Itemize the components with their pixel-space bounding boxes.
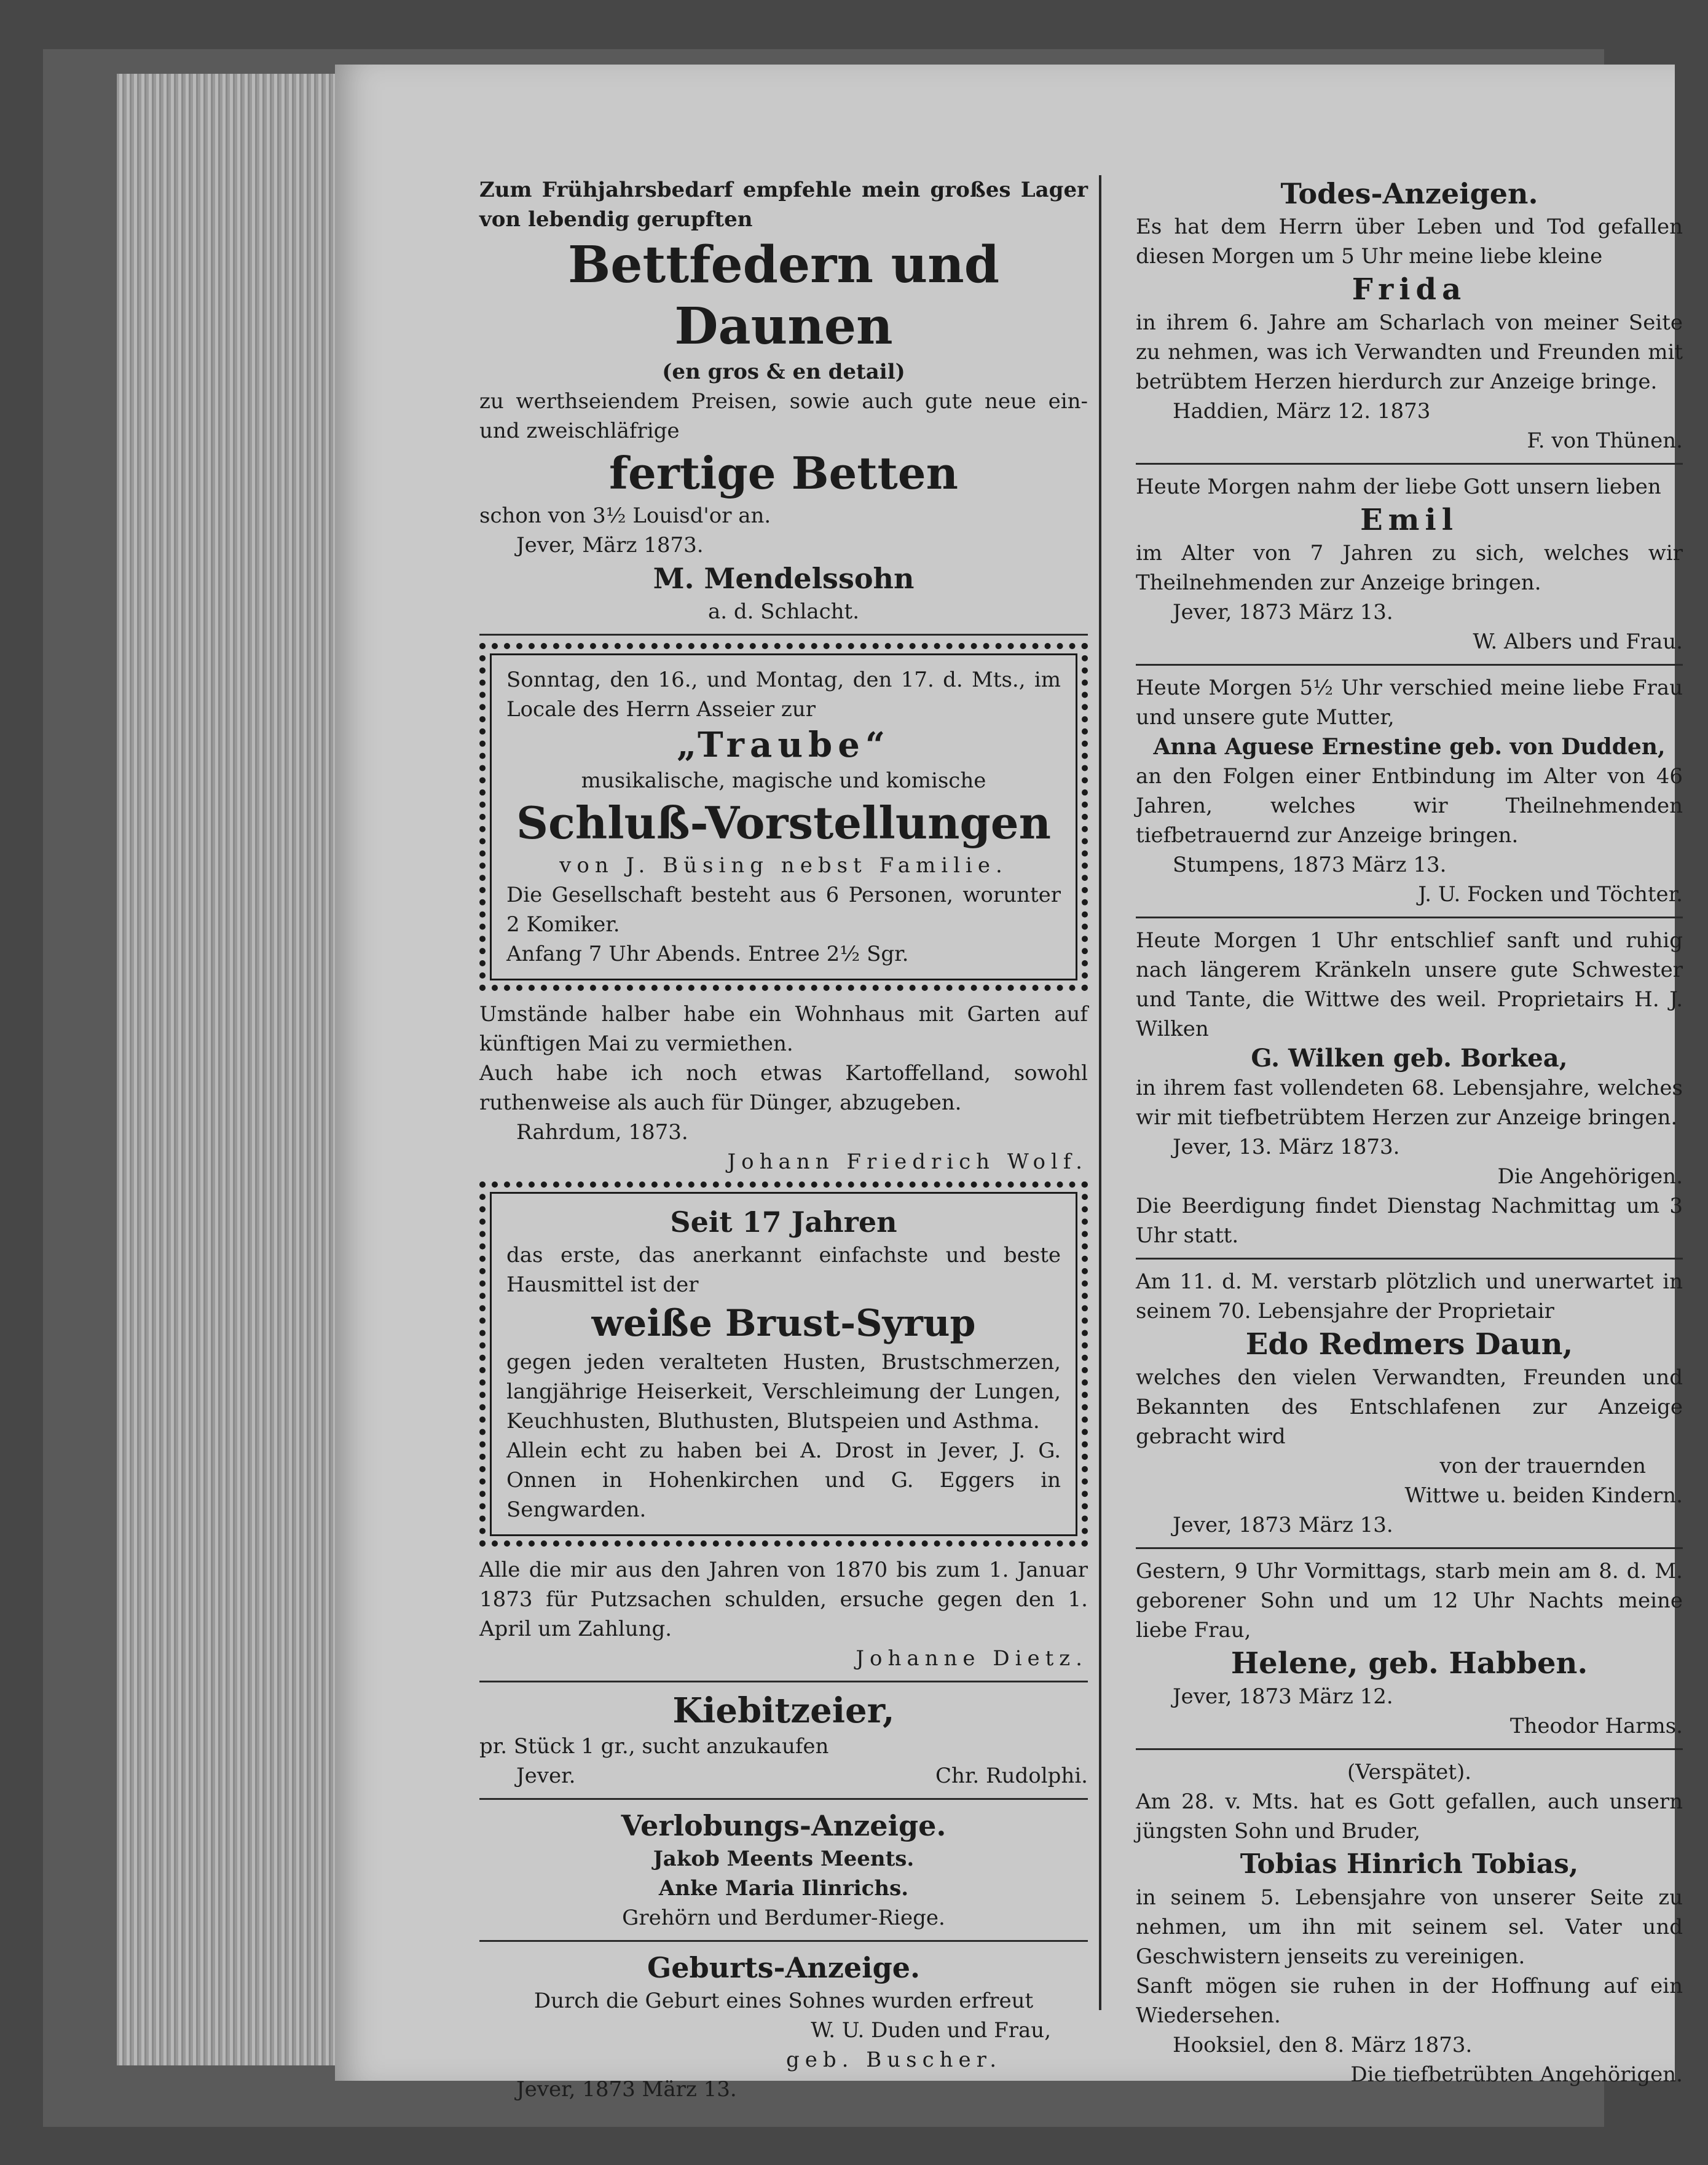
separator (1136, 664, 1683, 666)
ad-place: Grehörn und Berdumer-Riege. (622, 1906, 945, 1930)
ad-venue-name: „Traube“ (676, 725, 891, 765)
notice-name: Tobias Hinrich Tobias, (1240, 1848, 1579, 1880)
notice-daun (1136, 1267, 1683, 1540)
ad-time: Anfang 7 Uhr Abends. Entree 2½ Sgr. (506, 942, 909, 966)
ad-body: zu werthseiendem Preisen, sowie auch gute neue ein- und zweischläfrige (479, 389, 1088, 443)
notice-name: Helene, geb. Habben. (1230, 1646, 1588, 1681)
ad-geburt (479, 1949, 1088, 2104)
notice-name: Frida (1352, 272, 1467, 307)
notice-late: (Verspätet). (1347, 1760, 1472, 1784)
notice-helene (1136, 1556, 1683, 1741)
notice-signature: W. Albers und Frau. (1473, 629, 1683, 654)
notice-text: Am 11. d. M. verstarb plötzlich und unerwartet in seinem 70. Lebensjahre der Proprietair (1136, 1269, 1683, 1323)
separator (1136, 1547, 1683, 1549)
separator (1136, 1748, 1683, 1750)
notice-signature: Die Angehörigen. (1497, 1164, 1683, 1189)
page-edges (117, 74, 338, 2065)
ad-signature: M. Mendelssohn (653, 562, 915, 595)
notice-place-date: Jever, 1873 März 12. (1173, 1684, 1393, 1709)
ad-signature: geb. Buscher. (786, 2048, 1002, 2072)
ad-headline: Schluß-Vorstellungen (516, 797, 1051, 849)
notice-text: Am 28. v. Mts. hat es Gott gefallen, auch unsern jüngsten Sohn und Bruder, (1136, 1789, 1683, 1844)
notice-text: in seinem 5. Lebensjahre von unserer Seite zu nehmen, um ihn mit seinem sel. Vater und Geschwistern jenseits zu vereinigen. (1136, 1885, 1683, 1969)
notice-frida (1136, 212, 1683, 455)
ad-bettfedern (479, 175, 1088, 626)
ad-headline: Verlobungs-Anzeige. (621, 1809, 946, 1842)
separator (479, 1940, 1088, 1942)
ad-kiebitzeier (479, 1690, 1088, 1791)
ad-product-name: weiße Brust-Syrup (591, 1302, 976, 1345)
notice-signature: von der trauernden (1439, 1454, 1646, 1478)
notice-name: Anna Aguese Ernestine geb. von Dudden, (1153, 734, 1666, 760)
ad-name: Anke Maria Ilinrichs. (658, 1876, 909, 1901)
notice-signature: F. von Thünen. (1527, 428, 1683, 453)
notice-place-date: Jever, 13. März 1873. (1173, 1135, 1400, 1159)
ad-byline: von J. Büsing nebst Familie. (559, 853, 1008, 878)
separator (479, 634, 1088, 636)
ad-signature: Chr. Rudolphi. (935, 1764, 1088, 1788)
ad-text: gegen jeden veralteten Husten, Brustschmerzen, langjährige Heiserkeit, Verschleimung der Lungen, Keuchhusten, Bluthusten, Blutspeien und Asthma. (506, 1350, 1061, 1433)
ad-signature: W. U. Duden und Frau, (811, 2018, 1051, 2043)
separator (479, 1681, 1088, 1682)
notice-text: Gestern, 9 Uhr Vormittags, starb mein am 8. d. M. geborener Sohn und um 12 Uhr Nachts meine liebe Frau, (1136, 1559, 1683, 1642)
notice-text: welches den vielen Verwandten, Freunden und Bekannten des Entschlafenen zur Anzeige gebracht wird (1136, 1365, 1683, 1449)
notice-signature: J. U. Focken und Töchter. (1418, 882, 1683, 907)
notice-text: Es hat dem Herrn über Leben und Tod gefallen diesen Morgen um 5 Uhr meine liebe kleine (1136, 215, 1683, 269)
notice-signature: Theodor Harms. (1509, 1714, 1683, 1738)
ad-text: pr. Stück 1 gr., sucht anzukaufen (479, 1734, 829, 1759)
ad-place-date: Jever, März 1873. (516, 533, 704, 558)
notice-text: Heute Morgen 1 Uhr entschlief sanft und ruhig nach längerem Kränkeln unsere gute Schwester und Tante, die Wittwe des weil. Proprietairs H. J. Wilken (1136, 928, 1683, 1041)
ad-intro: Zum Frühjahrsbedarf empfehle mein großes Lager von lebendig gerupften (479, 178, 1088, 232)
ad-text: Umstände halber habe ein Wohnhaus mit Garten auf künftigen Mai zu vermiethen. (479, 1002, 1088, 1056)
ad-headline: Geburts-Anzeige. (647, 1951, 921, 1984)
ad-text: Allein echt zu haben bei A. Drost in Jever, J. G. Onnen in Hohenkirchen und G. Eggers in Sengwarden. (506, 1438, 1061, 1522)
ad-text: Durch die Geburt eines Sohnes wurden erfreut (533, 1989, 1034, 2013)
section-title: Todes-Anzeigen. (1280, 177, 1538, 210)
ad-headline: Kiebitzeier, (672, 1690, 895, 1731)
notice-text: in ihrem 6. Jahre am Scharlach von meiner Seite zu nehmen, was ich Verwandten und Freunden mit betrübtem Herzen hierdurch zur Anzeige bringe. (1136, 310, 1683, 394)
notice-text: Sanft mögen sie ruhen in der Hoffnung auf ein Wiedersehen. (1136, 1974, 1683, 2028)
ad-signature: Johanne Dietz. (856, 1646, 1088, 1671)
ad-syrup-box (479, 1181, 1088, 1547)
ad-headline: Bettfedern und Daunen (567, 235, 1000, 356)
column-divider (1099, 175, 1101, 2010)
notice-text: Heute Morgen 5½ Uhr verschied meine liebe Frau und unsere gute Mutter, (1136, 676, 1683, 730)
notice-place-date: Hooksiel, den 8. März 1873. (1173, 2033, 1473, 2057)
notice-place-date: Jever, 1873 März 13. (1173, 600, 1393, 625)
ad-place-date: Jever, 1873 März 13. (516, 2077, 737, 2102)
notice-emil (1136, 472, 1683, 657)
notice-signature: Wittwe u. beiden Kindern. (1404, 1483, 1683, 1508)
ad-headline: fertige Betten (609, 447, 958, 499)
notice-place-date: Jever, 1873 März 13. (1173, 1513, 1393, 1537)
ad-address: a. d. Schlacht. (707, 599, 860, 624)
notice-text: im Alter von 7 Jahren zu sich, welches wir Theilnehmenden zur Anzeige bringen. (1136, 541, 1683, 595)
right-column (1136, 175, 1683, 2089)
ad-verlobung (479, 1807, 1088, 1933)
separator (479, 1798, 1088, 1800)
ad-wohnhaus (479, 1000, 1088, 1177)
separator (1136, 1258, 1683, 1260)
ad-text: Alle die mir aus den Jahren von 1870 bis zum 1. Januar 1873 für Putzsachen schulden, ersuche gegen den 1. April um Zahlung. (479, 1558, 1088, 1641)
notice-tobias (1136, 1757, 1683, 2089)
ad-dietz (479, 1555, 1088, 1673)
separator (1136, 917, 1683, 918)
ad-price: schon von 3½ Louisd'or an. (479, 503, 771, 528)
ad-traube-box (479, 643, 1088, 991)
ad-body: musikalische, magische und komische (581, 768, 986, 793)
notice-text: Heute Morgen nahm der liebe Gott unsern lieben (1136, 475, 1661, 499)
ad-name: Jakob Meents Meents. (653, 1847, 915, 1871)
notice-text: in ihrem fast vollendeten 68. Lebensjahre, welches wir mit tiefbetrübtem Herzen zur Anzeige bringen. (1136, 1076, 1683, 1130)
ad-place: Jever. (516, 1764, 576, 1788)
ad-subline: (en gros & en detail) (662, 360, 905, 384)
ad-info: Die Gesellschaft besteht aus 6 Personen, worunter 2 Komiker. (506, 883, 1061, 937)
notice-signature: Die tiefbetrübten Angehörigen. (1350, 2062, 1683, 2087)
notice-text: an den Folgen einer Entbindung im Alter von 46 Jahren, welches wir Theilnehmenden tiefbetrauernd zur Anzeige bringen. (1136, 764, 1683, 848)
ad-headline: Seit 17 Jahren (670, 1205, 897, 1239)
notice-place-date: Haddien, März 12. 1873 (1173, 399, 1431, 424)
ad-text: das erste, das anerkannt einfachste und beste Hausmittel ist der (506, 1243, 1061, 1297)
ad-place-date: Rahrdum, 1873. (516, 1120, 688, 1145)
left-column (479, 175, 1088, 2104)
notice-text: Die Beerdigung findet Dienstag Nachmittag um 3 Uhr statt. (1136, 1194, 1683, 1248)
notice-wilken (1136, 926, 1683, 1250)
separator (1136, 463, 1683, 465)
ad-intro: Sonntag, den 16., und Montag, den 17. d. Mts., im Locale des Herrn Asseier zur (506, 668, 1061, 722)
notice-name: Edo Redmers Daun, (1245, 1327, 1573, 1362)
ad-signature: Johann Friedrich Wolf. (727, 1150, 1088, 1174)
notice-place-date: Stumpens, 1873 März 13. (1173, 853, 1447, 877)
notice-anna (1136, 673, 1683, 909)
ad-text: Auch habe ich noch etwas Kartoffelland, sowohl ruthenweise als auch für Dünger, abzugeben. (479, 1061, 1088, 1115)
notice-name: G. Wilken geb. Borkea, (1251, 1044, 1568, 1073)
notice-name: Emil (1360, 503, 1458, 537)
